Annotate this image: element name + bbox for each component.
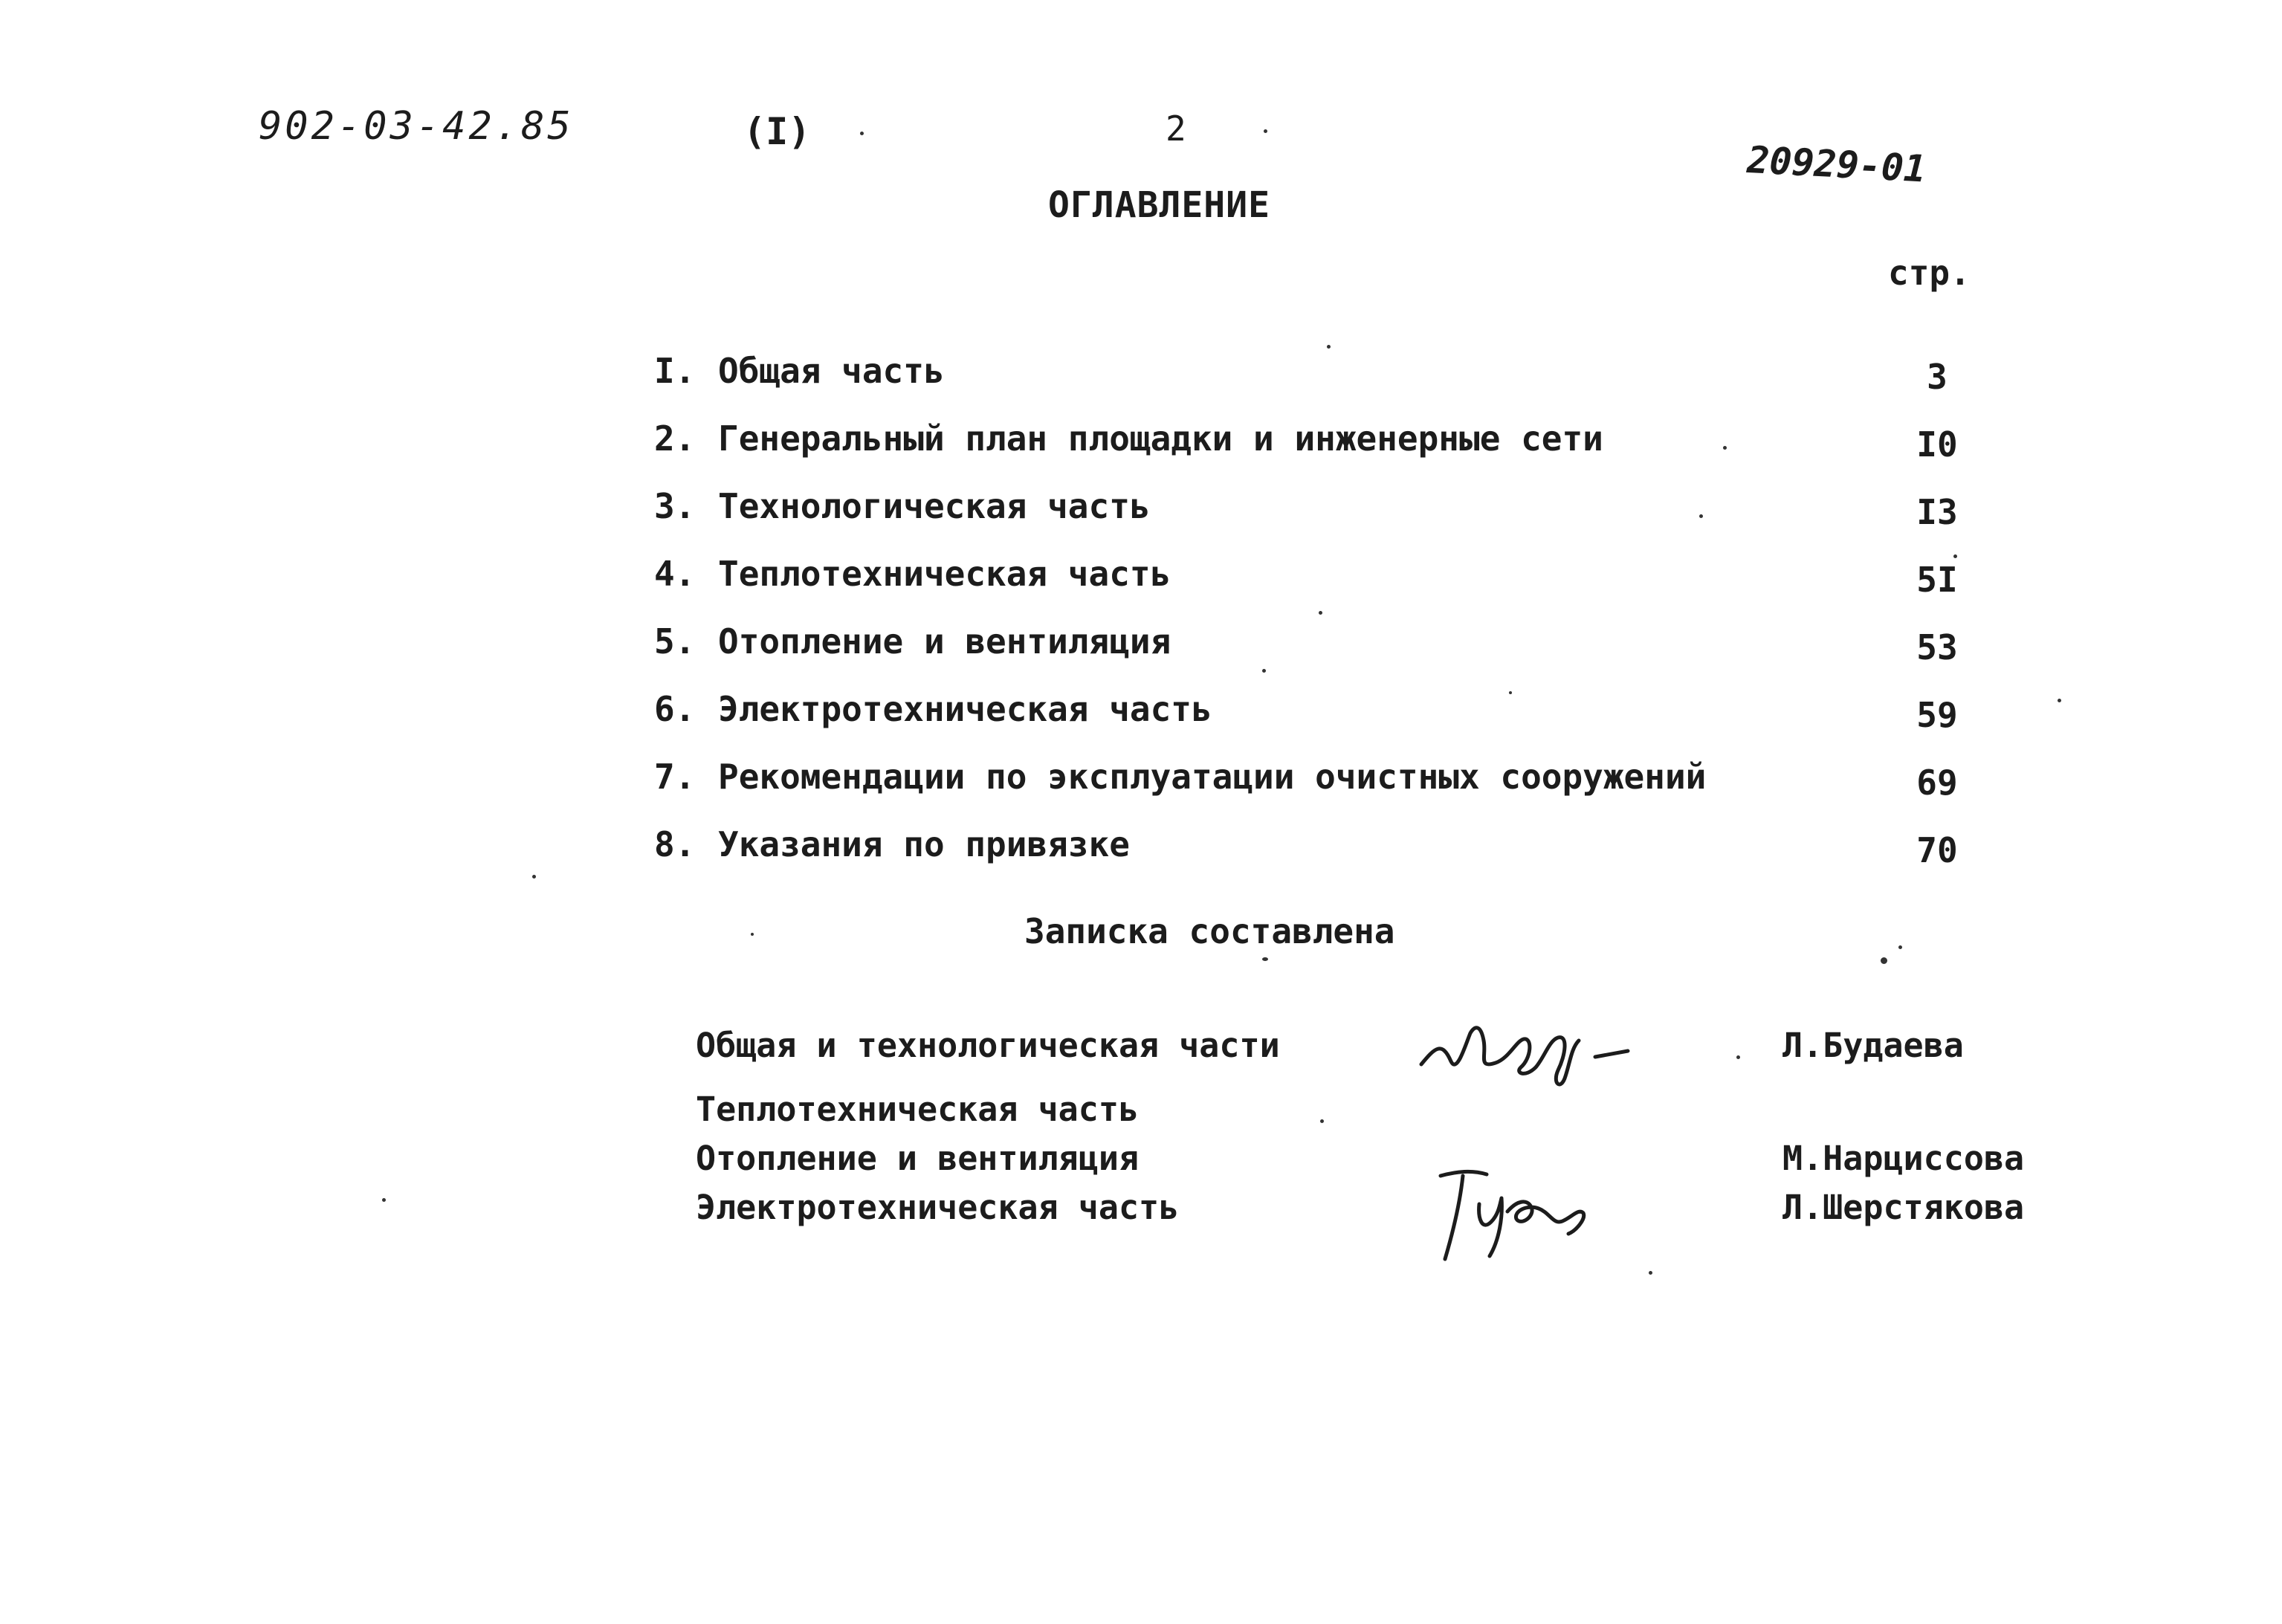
- page-number: 2: [1166, 109, 1186, 149]
- toc-item-page: I3: [1916, 492, 1958, 532]
- credit-section: Электротехническая часть: [696, 1188, 1180, 1227]
- toc-item-title: Рекомендации по эксплуатации очистных сооружений: [718, 757, 1707, 797]
- scan-speck: [1736, 1055, 1740, 1059]
- part-number: (I): [743, 110, 811, 153]
- toc-item-number: 2.: [654, 418, 696, 459]
- toc-item-page: 53: [1916, 627, 1958, 667]
- toc-item-page: 59: [1916, 695, 1958, 735]
- credit-person: М.Нарциссова: [1782, 1139, 2025, 1178]
- scan-speck: [860, 132, 864, 135]
- toc-item: [654, 824, 1977, 892]
- toc-item-page: 3: [1927, 357, 1948, 397]
- toc-item-title: Электротехническая часть: [718, 689, 1212, 729]
- scan-speck: [1723, 446, 1727, 450]
- table-of-contents: [654, 351, 1977, 892]
- scan-speck: [1953, 554, 1957, 558]
- toc-item-page: I0: [1916, 424, 1958, 465]
- credit-person: Л.Шерстякова: [1782, 1188, 2025, 1227]
- toc-item-page: 70: [1916, 830, 1958, 870]
- toc-item-number: 7.: [654, 757, 696, 797]
- toc-title: ОГЛАВЛЕНИЕ: [1048, 184, 1270, 226]
- scan-speck: [751, 933, 754, 936]
- scan-speck: [1649, 1271, 1652, 1275]
- toc-item-page: 5I: [1916, 560, 1958, 600]
- credit-row: [696, 1090, 2049, 1139]
- toc-item-title: Технологическая часть: [718, 486, 1151, 526]
- toc-item: [654, 486, 1977, 554]
- toc-item: [654, 418, 1977, 486]
- credit-section: Теплотехническая часть: [696, 1090, 1140, 1129]
- toc-item: [654, 554, 1977, 621]
- toc-item: [654, 689, 1977, 757]
- scan-speck: [1509, 691, 1512, 694]
- credits-list: [696, 1026, 2049, 1237]
- toc-item: [654, 621, 1977, 689]
- scan-speck: [1898, 945, 1902, 949]
- toc-item-title: Генеральный план площадки и инженерные сети: [718, 418, 1603, 459]
- scan-speck: [1264, 129, 1267, 133]
- toc-item-title: Отопление и вентиляция: [718, 621, 1171, 661]
- scan-speck: [1699, 514, 1703, 518]
- toc-item-title: Общая часть: [718, 351, 945, 391]
- scan-speck: [1262, 957, 1268, 961]
- page-column-header: стр.: [1888, 253, 1971, 293]
- credit-section: Общая и технологическая части: [696, 1026, 1280, 1065]
- credit-section: Отопление и вентиляция: [696, 1139, 1140, 1178]
- signature-nartsissova: [1427, 1159, 1620, 1271]
- scan-speck: [1327, 345, 1331, 349]
- toc-item-number: 4.: [654, 554, 696, 594]
- scan-speck: [532, 875, 536, 879]
- toc-item-number: I.: [654, 351, 696, 391]
- toc-item-title: Указания по привязке: [718, 824, 1130, 864]
- scan-speck: [382, 1198, 386, 1202]
- toc-item-number: 6.: [654, 689, 696, 729]
- credit-row: [696, 1139, 2049, 1188]
- toc-item-title: Теплотехническая часть: [718, 554, 1171, 594]
- signature-budaeva: [1412, 996, 1650, 1100]
- compiled-by-heading: Записка составлена: [1024, 911, 1395, 951]
- toc-item-number: 5.: [654, 621, 696, 661]
- scan-speck: [1262, 669, 1266, 673]
- document-code: 902-03-42.85: [259, 104, 574, 149]
- toc-item-number: 3.: [654, 486, 696, 526]
- toc-item-page: 69: [1916, 763, 1958, 803]
- credit-row: [696, 1026, 2049, 1090]
- scan-speck: [2058, 699, 2061, 702]
- scan-speck: [1320, 1119, 1324, 1123]
- toc-item: [654, 351, 1977, 418]
- credit-row: [696, 1188, 2049, 1237]
- scan-speck: [1881, 957, 1887, 964]
- scan-speck: [1319, 611, 1322, 615]
- toc-item-number: 8.: [654, 824, 696, 864]
- credit-person: Л.Будаева: [1782, 1026, 1964, 1065]
- inventory-number: 20929-01: [1745, 138, 1927, 191]
- toc-item: [654, 757, 1977, 824]
